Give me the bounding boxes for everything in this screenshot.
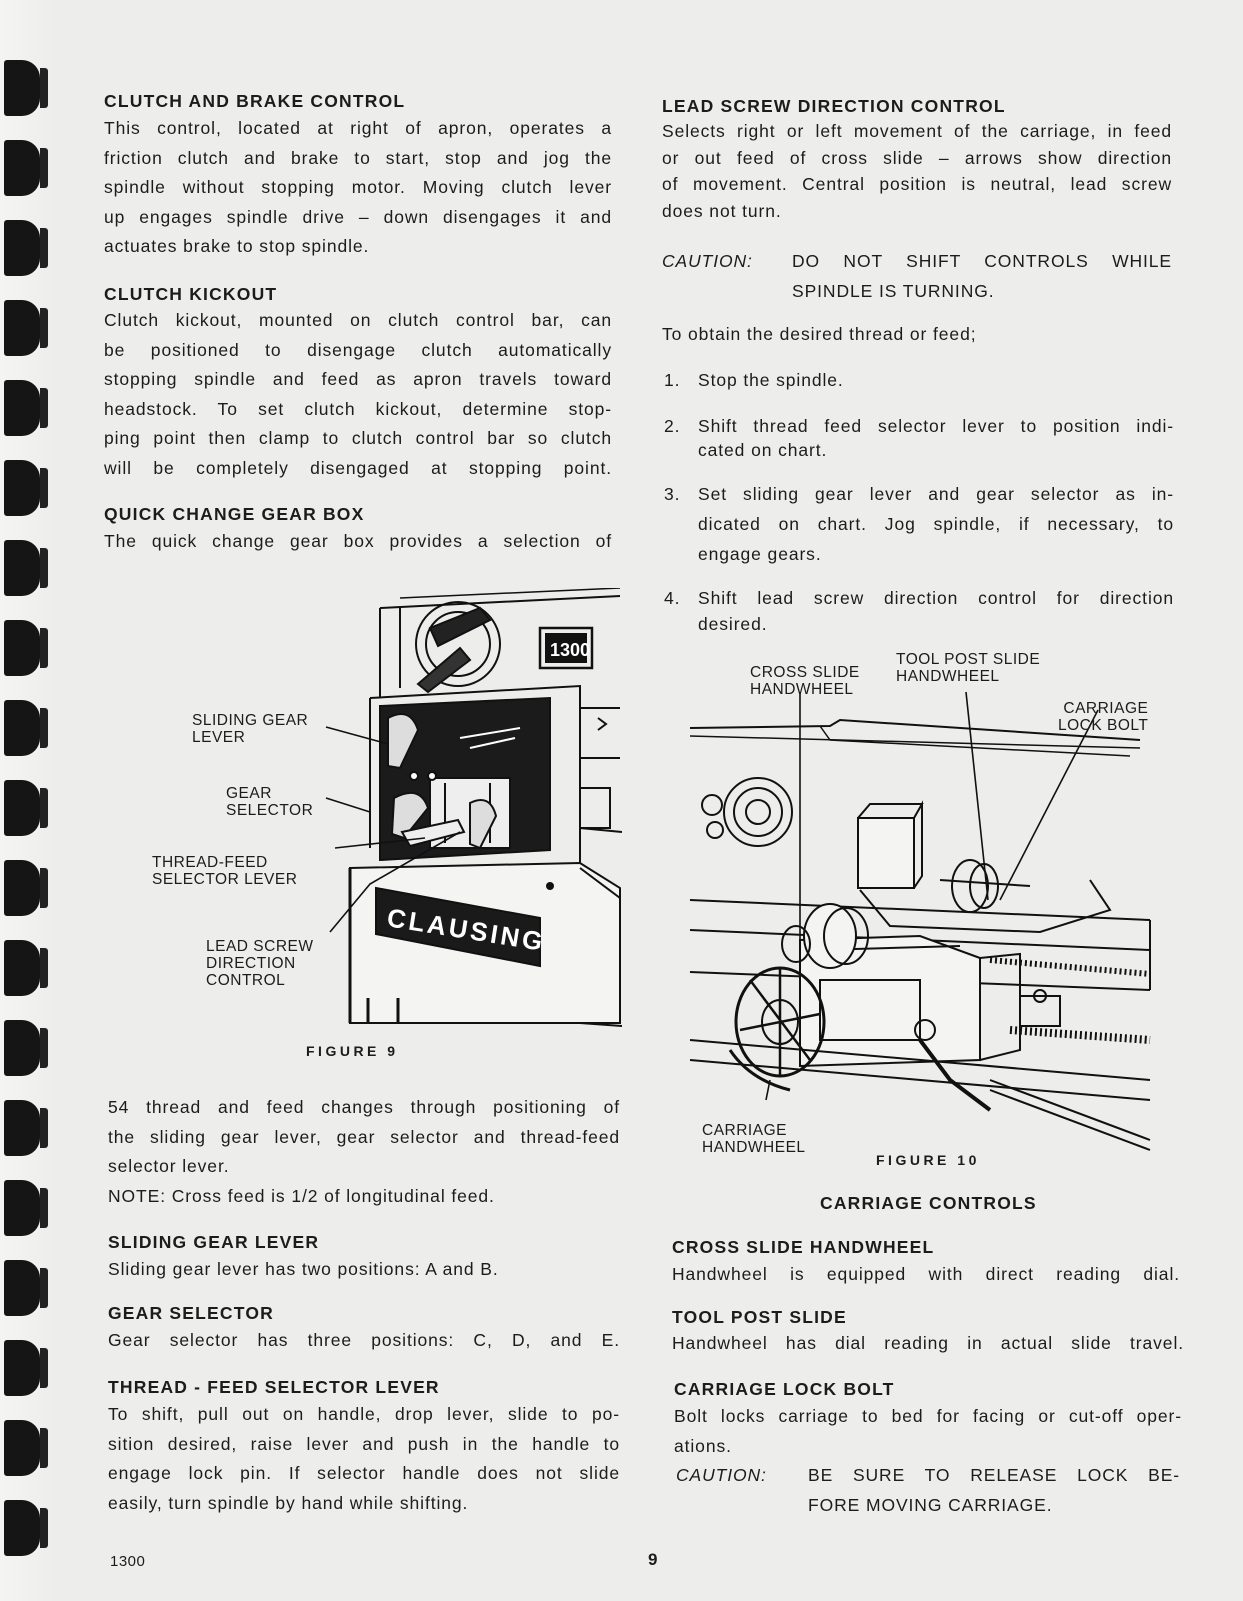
text-line: FORE MOVING CARRIAGE. <box>808 1494 1053 1515</box>
text-line: Selects right or left movement of the carriage, in feed <box>662 121 1172 141</box>
para-clutch-kickout <box>104 306 612 483</box>
text-line: the sliding gear lever, gear selector and thread-feed <box>108 1126 620 1147</box>
label-line: THREAD-FEED <box>152 854 268 871</box>
label-line: LEAD SCREW <box>206 938 314 955</box>
binder-ring <box>4 300 40 356</box>
text-line: This control, located at right of apron, operates a <box>104 118 612 138</box>
para-cross-slide <box>672 1260 1180 1290</box>
text-line: engage lock pin. If selector handle does not slide <box>108 1463 620 1483</box>
caution-1-text <box>792 247 1172 306</box>
figure-10-leaders <box>690 680 1190 1120</box>
text-line: Gear selector has three positions: C, D, and E. <box>108 1330 620 1350</box>
text-line: Handwheel is equipped with direct reading dial. <box>672 1264 1180 1284</box>
label-line: SLIDING GEAR <box>192 712 309 729</box>
step-3-line: engage gears. <box>698 544 822 564</box>
figure-9-caption: FIGURE 9 <box>306 1043 399 1059</box>
para-gear-selector <box>108 1326 620 1356</box>
note-cross-feed: NOTE: Cross feed is 1/2 of longitudinal feed. <box>108 1185 495 1206</box>
footer-model-number: 1300 <box>110 1553 146 1570</box>
binder-ring <box>4 1500 40 1556</box>
para-sliding-gear <box>108 1255 499 1285</box>
binder-ring <box>4 380 40 436</box>
text-line: SPINDLE IS TURNING. <box>792 280 995 301</box>
step-4-number: 4. <box>664 588 681 608</box>
label-line: HANDWHEEL <box>896 668 1000 685</box>
text-line: does not turn. <box>662 200 782 221</box>
caution-1-label <box>662 247 753 277</box>
caution-label: CAUTION: <box>662 251 753 271</box>
label-line: CARRIAGE <box>702 1122 787 1139</box>
heading-quick-change: QUICK CHANGE GEAR BOX <box>104 504 365 524</box>
binder-ring <box>4 780 40 836</box>
binder-ring <box>4 60 40 116</box>
heading-tool-post: TOOL POST SLIDE <box>672 1307 847 1327</box>
step-3-line: Set sliding gear lever and gear selector as in- <box>698 484 1174 504</box>
para-tool-post <box>672 1329 1184 1359</box>
text-line: Bolt locks carriage to bed for facing or cut-off oper- <box>674 1406 1182 1426</box>
para-carriage-lock <box>674 1402 1182 1461</box>
step-4-line: Shift lead screw direction control for direction <box>698 588 1174 608</box>
binder-ring <box>4 700 40 756</box>
step-4-line: desired. <box>698 614 768 634</box>
binder-ring <box>4 460 40 516</box>
label-line: LOCK BOLT <box>1058 717 1149 734</box>
label-gear-selector <box>226 785 313 819</box>
text-line: or out feed of cross slide – arrows show direction <box>662 147 1172 168</box>
text-line: friction clutch and brake to start, stop and jog the <box>104 147 612 168</box>
text-line: sition desired, raise lever and push in the handle to <box>108 1433 620 1454</box>
label-cross-slide-handwheel <box>750 664 860 698</box>
binder-ring <box>4 1020 40 1076</box>
step-2-line: cated on chart. <box>698 440 828 460</box>
text-line: 54 thread and feed changes through positioning of <box>108 1097 620 1117</box>
text-line: stopping spindle and feed as apron travels toward <box>104 369 612 389</box>
figure-9-brand: CLAUSING <box>385 902 548 957</box>
heading-carriage-lock: CARRIAGE LOCK BOLT <box>674 1379 895 1399</box>
text-line: easily, turn spindle by hand while shifting. <box>108 1492 469 1513</box>
para-continuation <box>108 1093 620 1211</box>
text-line: up engages spindle drive – down disengages it and <box>104 206 612 227</box>
heading-sliding-gear: SLIDING GEAR LEVER <box>108 1232 320 1252</box>
label-line: DIRECTION <box>206 955 296 972</box>
label-lead-screw-control <box>206 938 314 989</box>
step-3-number: 3. <box>664 484 681 504</box>
heading-thread-feed: THREAD - FEED SELECTOR LEVER <box>108 1377 440 1397</box>
binder-ring <box>4 1180 40 1236</box>
label-line: HANDWHEEL <box>702 1139 806 1156</box>
caution-2-text <box>808 1461 1180 1520</box>
text-line: will be completely disengaged at stopping point. <box>104 457 612 478</box>
text-line: To obtain the desired thread or feed; <box>662 324 977 344</box>
binder-ring <box>4 940 40 996</box>
binder-ring <box>4 620 40 676</box>
binder-ring <box>4 140 40 196</box>
text-line: actuates brake to stop spindle. <box>104 236 370 256</box>
para-clutch-brake <box>104 114 612 262</box>
text-line: Handwheel has dial reading in actual slide travel. <box>672 1333 1184 1353</box>
text-line: DO NOT SHIFT CONTROLS WHILE <box>792 251 1172 271</box>
label-line: SELECTOR <box>226 802 314 819</box>
text-line: be positioned to disengage clutch automatically <box>104 339 612 360</box>
text-line: BE SURE TO RELEASE LOCK BE- <box>808 1465 1180 1485</box>
binder-ring <box>4 220 40 276</box>
text-line: selector lever. <box>108 1156 230 1176</box>
label-sliding-gear-lever <box>192 712 308 746</box>
para-thread-feed <box>108 1400 620 1518</box>
label-line: CONTROL <box>206 972 286 989</box>
label-tool-post-slide-handwheel <box>896 651 1040 685</box>
figure-10-caption: FIGURE 10 <box>876 1152 980 1168</box>
text-line: of movement. Central position is neutral, lead screw <box>662 174 1172 194</box>
step-1-number: 1. <box>664 370 681 390</box>
heading-gear-selector: GEAR SELECTOR <box>108 1303 274 1323</box>
binder-ring <box>4 1340 40 1396</box>
label-thread-feed-selector <box>152 854 297 888</box>
caution-2-label <box>676 1461 767 1491</box>
binder-ring <box>4 1260 40 1316</box>
label-carriage-handwheel <box>702 1122 806 1156</box>
label-line: CARRIAGE <box>1063 700 1149 717</box>
step-1-text: Stop the spindle. <box>698 370 844 390</box>
label-line: SELECTOR LEVER <box>152 871 298 888</box>
figure-10-title: CARRIAGE CONTROLS <box>820 1193 1037 1213</box>
figure-9-badge: 1300 <box>550 640 591 660</box>
footer-page-number: 9 <box>648 1550 658 1569</box>
heading-lead-screw: LEAD SCREW DIRECTION CONTROL <box>662 96 1006 116</box>
text-line: Clutch kickout, mounted on clutch control bar, can <box>104 310 612 330</box>
label-line: TOOL POST SLIDE <box>896 651 1041 668</box>
binder-spine <box>0 0 56 1601</box>
heading-clutch-kickout: CLUTCH KICKOUT <box>104 284 278 304</box>
text-line: ping point then clamp to clutch control bar so clutch <box>104 428 612 448</box>
steps-list <box>664 367 1174 637</box>
label-line: HANDWHEEL <box>750 681 854 698</box>
text-line: spindle without stopping motor. Moving clutch lever <box>104 177 612 197</box>
binder-ring <box>4 860 40 916</box>
text-line: To shift, pull out on handle, drop lever, slide to po- <box>108 1404 620 1424</box>
text-line: Sliding gear lever has two positions: A and B. <box>108 1259 499 1279</box>
label-line: GEAR <box>226 785 272 802</box>
para-quick-change <box>104 527 612 557</box>
binder-ring <box>4 1100 40 1156</box>
step-3-line: dicated on chart. Jog spindle, if necessary, to <box>698 514 1174 534</box>
binder-ring <box>4 540 40 596</box>
label-line: LEVER <box>192 729 246 746</box>
para-lead-screw <box>662 118 1172 224</box>
heading-clutch-brake: CLUTCH AND BRAKE CONTROL <box>104 91 406 111</box>
step-2-number: 2. <box>664 416 681 436</box>
label-carriage-lock-bolt <box>1058 700 1148 734</box>
text-line: The quick change gear box provides a selection of <box>104 531 612 551</box>
step-2-line: Shift thread feed selector lever to position indi- <box>698 416 1174 436</box>
intro-text <box>662 320 976 350</box>
label-line: CROSS SLIDE <box>750 664 860 681</box>
heading-cross-slide: CROSS SLIDE HANDWHEEL <box>672 1237 935 1257</box>
caution-label: CAUTION: <box>676 1465 767 1485</box>
text-line: headstock. To set clutch kickout, determine stop- <box>104 398 612 419</box>
binder-ring <box>4 1420 40 1476</box>
text-line: ations. <box>674 1435 732 1456</box>
